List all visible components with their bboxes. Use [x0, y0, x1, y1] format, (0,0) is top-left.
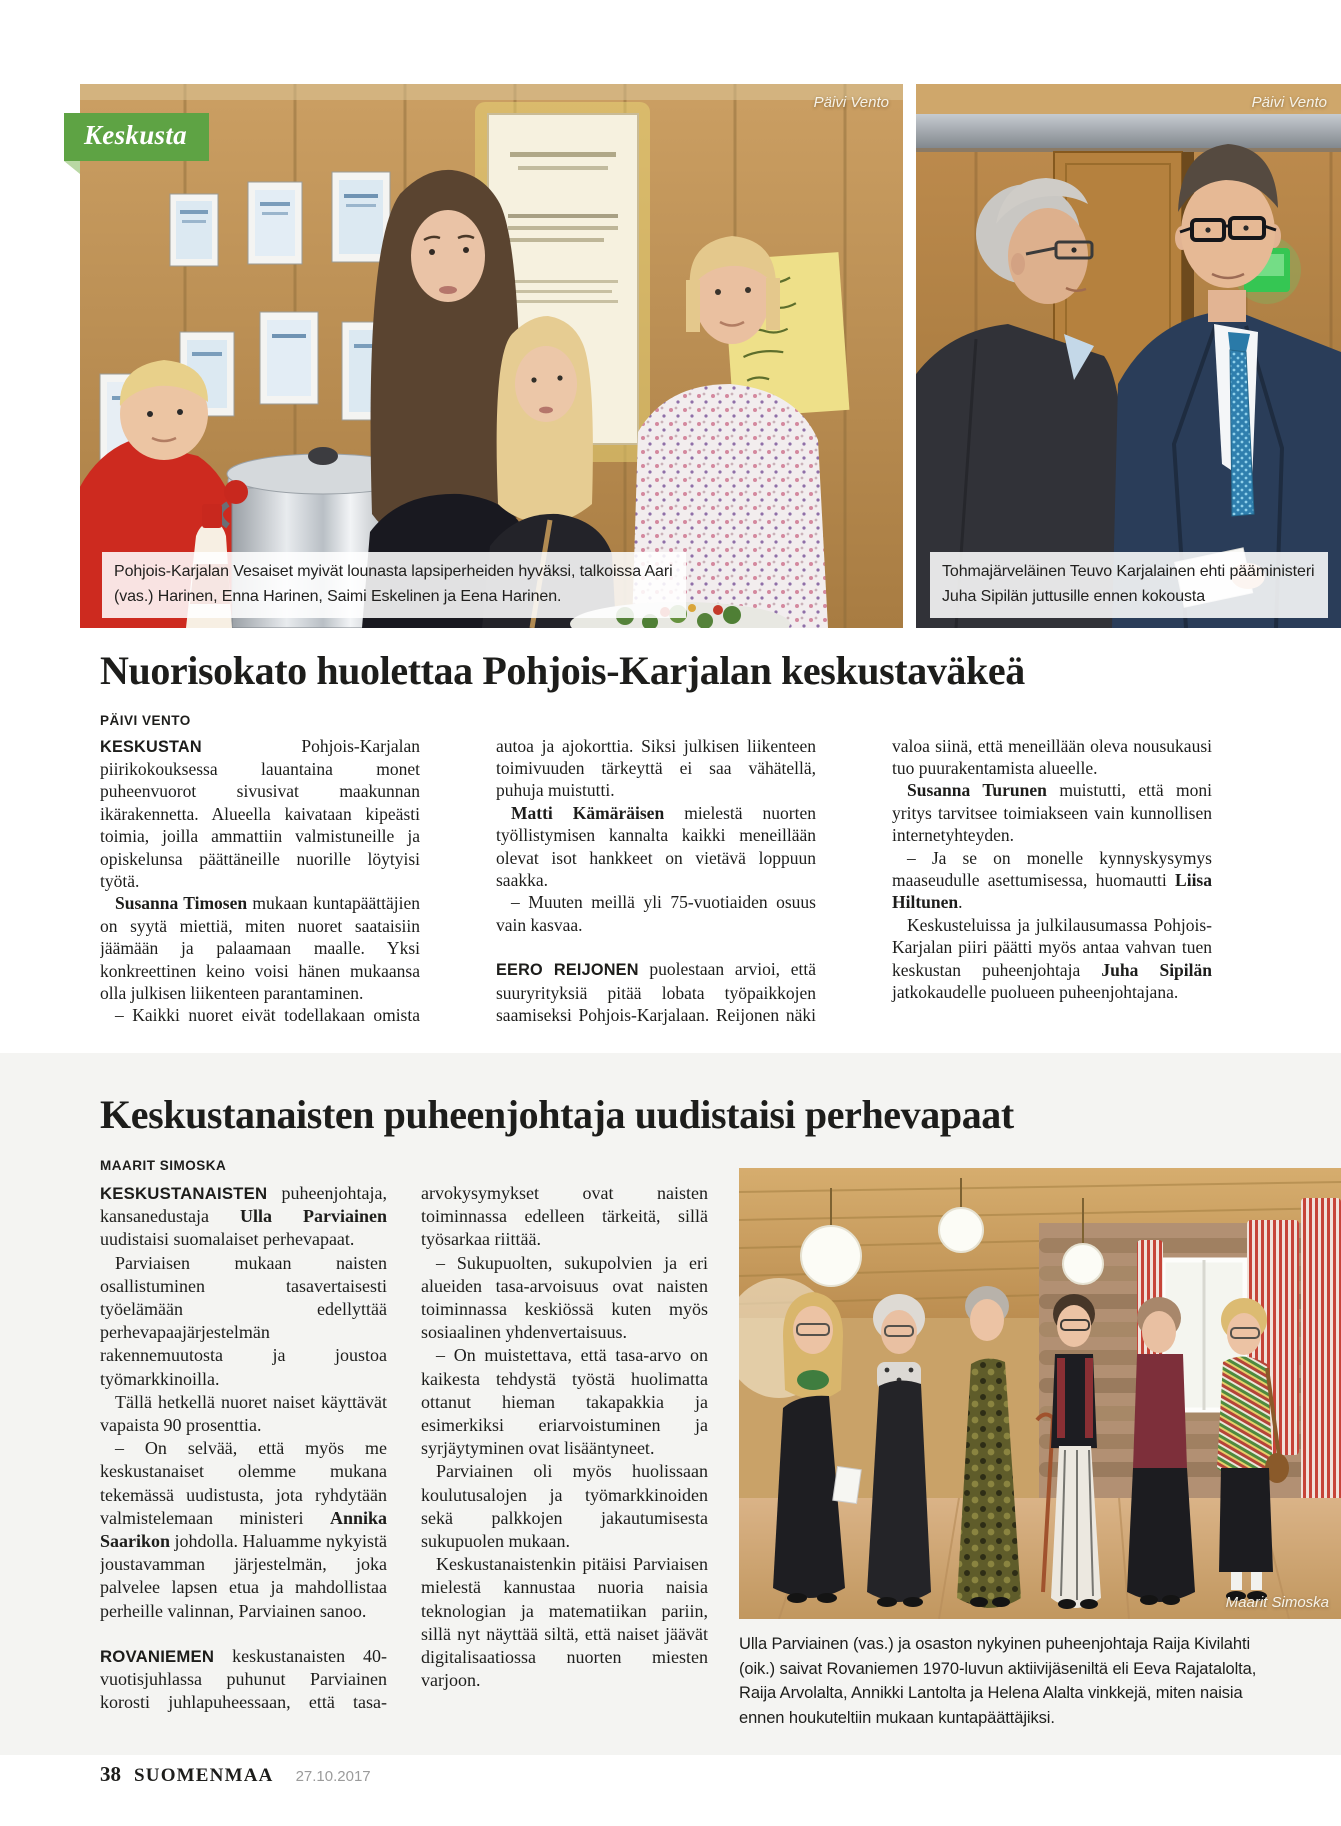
photo-credit: Maarit Simoska [1225, 1594, 1329, 1611]
section-label-text: Keskusta [84, 120, 187, 150]
photo-caption: Tohmajärveläinen Teuvo Karjalainen ehti pääministeri Juha Sipilän juttusille ennen kokousta [930, 552, 1328, 618]
article-perhevapaat-body [100, 1158, 708, 1736]
paragraph: – Kaikki nuoret eivät todellakaan omista autoa ja ajokorttia. Siksi julkisen liikenteen toimivuuden tärkeyttä ei saa vähätellä, puhuja muistutti. [115, 735, 816, 1026]
article-headline: Keskustanaisten puheenjohtaja uudistaisi perhevapaat [100, 1092, 1014, 1137]
photo-caption: Pohjois-Karjalan Vesaiset myivät lounasta lapsiperheiden hyväksi, talkoissa Aari (vas.) Harinen, Enna Harinen, Saimi Eskelinen ja Eena Harinen. [102, 552, 686, 618]
photo-vesaiset-illustration [80, 84, 903, 628]
paragraph: Tällä hetkellä nuoret naiset käyttävät vapaista 90 prosenttia. [100, 1391, 387, 1436]
paragraph: KESKUSTANAISTEN puheenjohtaja, kansanedustaja Ulla Parviainen uudistaisi suomalaiset perhevapaat. [100, 1183, 387, 1250]
paragraph: – Muuten meillä yli 75-vuotiaiden osuus vain kasvaa. [496, 892, 816, 935]
article-headline: Nuorisokato huolettaa Pohjois-Karjalan keskustaväkeä [100, 648, 1025, 693]
photo-credit: Päivi Vento [1251, 94, 1327, 111]
paragraph: Susanna Timosen mukaan kuntapäättäjien on syytä miettiä, miten nuoret saataisiin jäämään ja palaamaan maalle. Yksi konkreettinen keino voisi hänen mukaansa olla julkisen liikenteen parantaminen. [100, 893, 421, 1004]
paragraph: EERO REIJONEN puolestaan arvioi, että suuryrityksiä pitää lobata työpaikkojen saamiseksi Pohjois-Karjalaan. Reijonen näki valoa siinä, että meneillään oleva nousukausi tuo puurakentamista alueelle. [496, 735, 1212, 1026]
photo-keskustanaiset [739, 1168, 1341, 1619]
photo-credit: Päivi Vento [813, 94, 889, 111]
paragraph: Keskusteluissa ja julkilausumassa Pohjois-Karjalan piiri päätti myös antaa vahvan tuen keskustan puheenjohtaja Juha Sipilän jatkokaudelle puolueen puheenjohtajana. [892, 914, 1212, 1003]
article-byline: PÄIVI VENTO [100, 712, 191, 728]
photo-caption: Ulla Parviainen (vas.) ja osaston nykyinen puheenjohtaja Raija Kivilahti (oik.) saivat Rovaniemen 1970-luvun aktiivijäseniltä eli Eeva Rajatalolta, Raija Arvolalta, Annikki Lantolta ja Helena Alalta vinkkejä, miten naisia ennen houkuteltiin mukaan kuntapäättäjiksi. [739, 1635, 1257, 1727]
article-perhevapaat-header [100, 1094, 1330, 1136]
paragraph: ROVANIEMEN keskustanaisten 40-vuotisjuhlassa puhunut Parviainen korosti juhlapuheessaan, että tasa-arvokysymykset ovat naisten toiminnassa edelleen tärkeitä, sillä työsarkaa riittää. [100, 1183, 708, 1713]
article-nuorisokato [100, 650, 1212, 1029]
paragraph: Susanna Turunen muistutti, että moni yritys tarvitsee toimiakseen vain kunnollisen internetyhteyden. [892, 780, 1212, 846]
photo-sipila-illustration [916, 84, 1341, 628]
metal-beam [916, 114, 1341, 148]
magazine-name: SUOMENMAA [134, 1765, 274, 1786]
paragraph: Parviaisen mukaan naisten osallistuminen tasavertaisesti työelämään edellyttää perhevapaajärjestelmän rakennemuutosta ja joustoa työmarkkinoilla. [100, 1252, 387, 1389]
paragraph: – Sukupuolten, sukupolvien ja eri alueiden tasa-arvoisuus ovat naisten toiminnassa keskiössä kuten myös sosiaalinen yhdenvertaisuus. [421, 1252, 708, 1343]
section-label-fold [64, 161, 80, 174]
paragraph: Matti Kämäräisen mielestä nuorten työllistymisen kannalta kaikki meneillään olevat isot hankkeet on vietävä loppuun saakka. [496, 802, 816, 891]
photo-keskustanaiset-illustration [739, 1168, 1341, 1619]
article-body [100, 1182, 708, 1736]
article-body [100, 735, 1212, 1029]
paragraph: Parviainen oli myös huolissaan koulutusalojen ja työmarkkinoiden sekä palkkojen jakautumisesta sukupuolen mukaan. [421, 1461, 708, 1552]
ceiling-shadow [80, 84, 903, 100]
paragraph: – Ja se on monelle kynnyskysymys maaseudulle asettumisessa, huomautti Liisa Hiltunen. [892, 847, 1212, 913]
photo-sipila [916, 84, 1341, 628]
paragraph: – On muistettava, että tasa-arvo on kaikesta tehdystä työstä huolimatta ottanut hieman takapakkia ja esimerkiksi eriarvoistuminen ja syrjäytyminen ovat lisääntyneet. [421, 1345, 708, 1459]
section-label [64, 113, 209, 161]
paragraph: KESKUSTAN Pohjois-Karjalan piirikokouksessa lauantaina monet puheenvuorot sivusivat maakunnan ikärakennetta. Alueella kaivataan kipeästi toimia, joilla ammattiin valmistuneille ja opiskelunsa päättäneille nuorille löytyisi työtä. [100, 735, 420, 892]
page-footer [100, 1762, 371, 1787]
article-byline: MAARIT SIMOSKA [100, 1158, 227, 1173]
page-number: 38 [100, 1762, 121, 1786]
issue-date: 27.10.2017 [295, 1768, 371, 1785]
photo-vesaiset [80, 84, 903, 628]
paragraph: Keskustanaistenkin pitäisi Parviaisen mielestä kannustaa nuoria naisia teknologian ja matematiikan pariin, sillä nyt näyttää siltä, että naiset jäävät digitalisaatiossa nuorten miesten varjoon. [421, 1554, 708, 1691]
paragraph: – On selvää, että myös me keskustanaiset olemme mukana tekemässä uudistusta, jota ryhdytään valmistelemaan ministeri Annika Saarikon johdolla. Haluamme nykyistä joustavamman järjestelmän, joka palvelee lapsen etua ja mahdollistaa perheille valinnan, Parviainen sanoo. [100, 1438, 387, 1621]
